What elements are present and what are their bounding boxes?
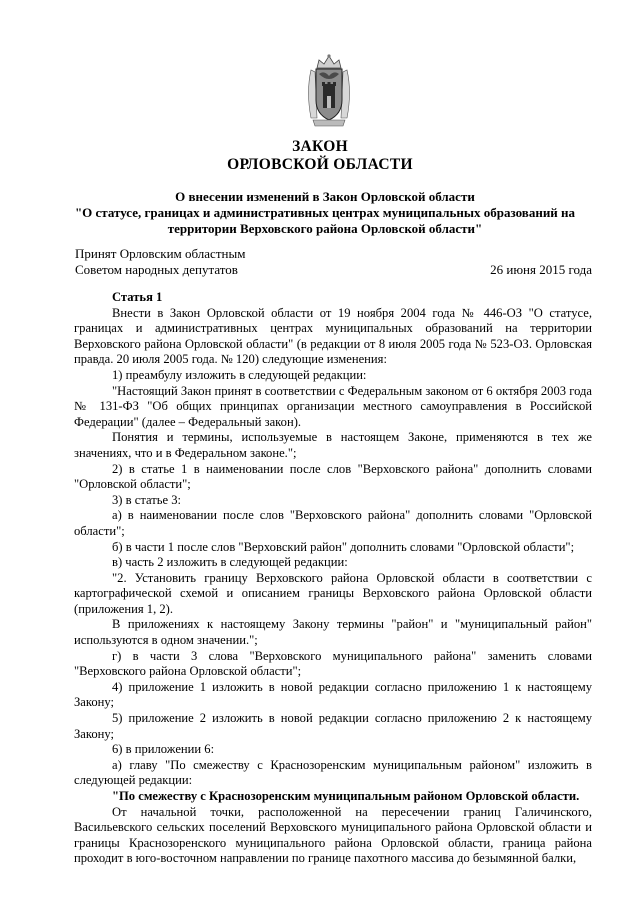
adopted-line-2: Советом народных депутатов <box>75 261 238 277</box>
title-region: ОРЛОВСКОЙ ОБЛАСТИ <box>227 156 413 173</box>
section-heading: "По смежеству с Краснозоренским муниципальным районом Орловской области. <box>112 789 580 803</box>
paragraph: 1) преамбулу изложить в следующей редакции: <box>112 367 367 382</box>
subtitle-line-2: "О статусе, границах и административных центрах муниципальных образований на <box>74 205 576 220</box>
subtitle-line-1: О внесении изменений в Закон Орловской области <box>175 189 475 204</box>
paragraph: Внести в Закон Орловской области от 19 ноября 2004 года № 446-ОЗ "О статусе, границах и административных центрах муниципальных образований на территории Верховского района Орловской области" (в редакции от 8 июля 2005 года № 523-ОЗ. Орловская правда. 20 июля 2005 года. № 120) следующие изменения: <box>74 305 592 367</box>
paragraph: В приложениях к настоящему Закону термины "район" и "муниципальный район" используются в одном значении."; <box>74 617 592 648</box>
paragraph: б) в части 1 после слов "Верховский район" дополнить словами "Орловской области"; <box>112 539 575 554</box>
paragraph: г) в части 3 слова "Верховского муниципального района" заменить словами "Верховского района Орловской области"; <box>74 648 592 679</box>
paragraph: "Настоящий Закон принят в соответствии с Федеральным законом от 6 октября 2003 года № 131-ФЗ "Об общих принципах организации местного самоуправления в Российской Федерации" (далее – Федеральный закон). <box>74 383 592 429</box>
paragraph: От начальной точки, расположенной на пересечении границ Галичинского, Васильевского сельских поселений Верховского муниципального района Орловской области и границы Краснозоренского муниципального района Орловской области, граница района проходит в юго-восточном направлении по границе пахотного массива до безымянной балки, <box>74 804 592 866</box>
article-body <box>74 290 592 867</box>
subtitle-line-3: территории Верховского района Орловской области" <box>167 221 483 236</box>
paragraph: а) в наименовании после слов "Верховского района" дополнить словами "Орловской области"; <box>74 508 592 538</box>
paragraph: 6) в приложении 6: <box>112 742 215 757</box>
paragraph: "2. Установить границу Верховского района Орловской области в соответствии с картографической схемой и описанием границы Верховского района Орловской области (приложения 1, 2). <box>74 570 592 616</box>
adoption-date: 26 июня 2015 года <box>490 262 592 277</box>
paragraph: 2) в статье 1 в наименовании после слов "Верховского района" дополнить словами "Орловской области"; <box>74 461 592 492</box>
article-title: Статья 1 <box>112 290 163 304</box>
paragraph: 5) приложение 2 изложить в новой редакции согласно приложению 2 к настоящему Закону; <box>74 711 592 741</box>
paragraph: Понятия и термины, используемые в настоящем Законе, применяются в тех же значениях, что и в Федеральном законе."; <box>74 430 592 460</box>
title-law: ЗАКОН <box>292 138 348 155</box>
paragraph: в) часть 2 изложить в следующей редакции: <box>112 555 348 570</box>
paragraph: 3) в статье 3: <box>112 492 182 507</box>
paragraph: а) главу "По смежеству с Краснозоренским муниципальным районом" изложить в следующей редакции: <box>74 757 592 788</box>
adopted-line-1: Принят Орловским областным <box>75 246 246 261</box>
adopted-by <box>75 246 375 277</box>
orel-coat-of-arms-icon <box>303 52 355 128</box>
paragraph: 4) приложение 1 изложить в новой редакции согласно приложению 1 к настоящему Закону; <box>74 679 592 710</box>
